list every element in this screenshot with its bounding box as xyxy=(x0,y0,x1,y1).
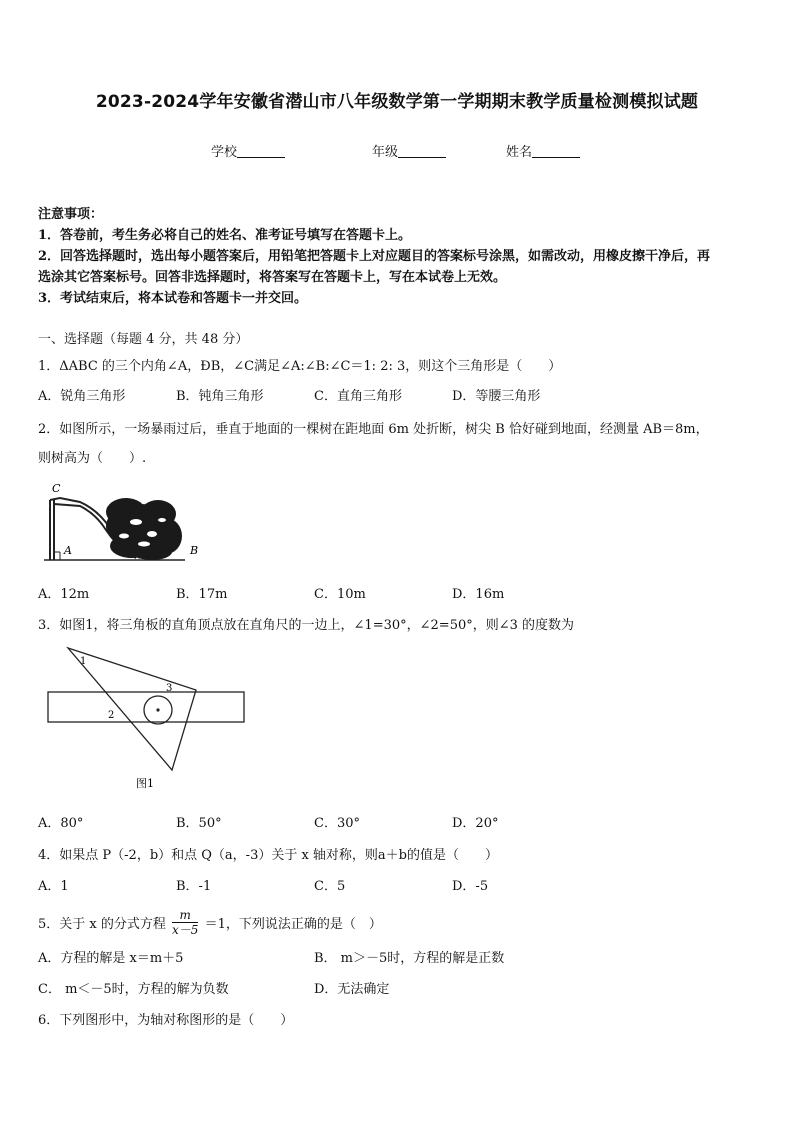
note-item: 选涂其它答案标号。回答非选择题时，将答案写在答题卡上，写在本试卷上无效。 xyxy=(38,270,507,285)
school-field[interactable] xyxy=(211,141,285,160)
q1-stem: 1．ΔABC 的三个内角∠A，ÐB，∠C满足∠A:∠B:∠C＝1: 2: 3，则这个三角形是（ ） xyxy=(38,359,562,374)
q5-option-b[interactable]: B． m＞－5时，方程的解是正数 xyxy=(314,951,505,966)
q1-option-a[interactable]: A．锐角三角形 xyxy=(38,389,126,404)
grade-blank[interactable] xyxy=(398,144,446,158)
q5-option-a[interactable]: A．方程的解是 x＝m＋5 xyxy=(38,951,184,966)
q2-stem-line2: 则树高为（ ）. xyxy=(38,451,147,466)
note-item: 2．回答选择题时，选出每小题答案后，用铅笔把答题卡上对应题目的答案标号涂黑，如需改动，用橡皮擦干净后，再 xyxy=(38,249,711,264)
grade-field[interactable] xyxy=(372,141,446,160)
q5-fraction-denominator: x－5 xyxy=(172,923,199,937)
q2-option-c[interactable]: C．10m xyxy=(314,587,366,602)
grade-label: 年级 xyxy=(372,145,399,160)
name-label: 姓名 xyxy=(506,145,533,160)
school-label: 学校 xyxy=(211,145,238,160)
school-blank[interactable] xyxy=(237,144,285,158)
angle-3-label: 3 xyxy=(166,683,173,694)
q5-fraction xyxy=(172,908,198,937)
q4-option-b[interactable]: B．-1 xyxy=(176,879,212,894)
q3-option-a[interactable]: A．80° xyxy=(38,816,84,831)
tree-crown xyxy=(106,498,182,560)
triangle-plate xyxy=(68,648,196,770)
exam-title: 2023-2024学年安徽省潜山市八年级数学第一学期期末教学质量检测模拟试题 xyxy=(95,92,699,112)
point-b-label: B xyxy=(190,544,199,557)
q2-option-d[interactable]: D．16m xyxy=(452,587,505,602)
q3-stem: 3．如图1，将三角板的直角顶点放在直角尺的一边上，∠1=30°，∠2=50°，则∠3 的度数为 xyxy=(38,618,575,633)
q5-stem xyxy=(38,910,382,939)
name-field[interactable] xyxy=(506,141,580,160)
point-c-label: C xyxy=(52,482,61,495)
angle-1-label: 1 xyxy=(80,656,87,667)
q4-option-a[interactable]: A．1 xyxy=(38,879,69,894)
q2-option-a[interactable]: A．12m xyxy=(38,587,90,602)
q1-option-d[interactable]: D．等腰三角形 xyxy=(452,389,541,404)
triangle-ruler-figure xyxy=(44,644,254,794)
q3-option-c[interactable]: C．30° xyxy=(314,816,360,831)
q3-option-b[interactable]: B．50° xyxy=(176,816,222,831)
q6-stem: 6．下列图形中，为轴对称图形的是（ ） xyxy=(38,1013,294,1028)
q2-option-b[interactable]: B．17m xyxy=(176,587,228,602)
figure-caption: 图1 xyxy=(136,777,154,790)
q1-option-b[interactable]: B．钝角三角形 xyxy=(176,389,264,404)
q5-option-d[interactable]: D．无法确定 xyxy=(314,982,390,997)
q1-option-c[interactable]: C．直角三角形 xyxy=(314,389,402,404)
q5-option-c[interactable]: C． m＜－5时，方程的解为负数 xyxy=(38,982,229,997)
q5-stem-prefix: 5．关于 x 的分式方程 xyxy=(38,917,166,932)
section-heading: 一、选择题（每题 4 分，共 48 分） xyxy=(38,332,249,347)
q4-option-d[interactable]: D．-5 xyxy=(452,879,489,894)
note-item: 3．考试结束后，将本试卷和答题卡一并交回。 xyxy=(38,291,308,306)
q5-fraction-numerator: m xyxy=(172,908,198,923)
q5-stem-suffix: ＝1，下列说法正确的是（ ） xyxy=(204,917,382,932)
q4-stem: 4．如果点 P（-2，b）和点 Q（a，-3）关于 x 轴对称，则a＋b的值是（ ） xyxy=(38,848,499,863)
angle-2-label: 2 xyxy=(108,710,115,721)
q2-stem-line1: 2．如图所示，一场暴雨过后，垂直于地面的一棵树在距地面 6m 处折断，树尖 B 恰好碰到地面，经测量 AB＝8m， xyxy=(38,422,709,437)
note-item: 1．答卷前，考生务必将自己的姓名、准考证号填写在答题卡上。 xyxy=(38,228,412,243)
name-blank[interactable] xyxy=(532,144,580,158)
broken-tree-figure xyxy=(40,478,210,568)
point-a-label: A xyxy=(64,544,72,557)
q4-option-c[interactable]: C．5 xyxy=(314,879,346,894)
q3-option-d[interactable]: D．20° xyxy=(452,816,499,831)
notes-heading: 注意事项： xyxy=(38,207,104,222)
